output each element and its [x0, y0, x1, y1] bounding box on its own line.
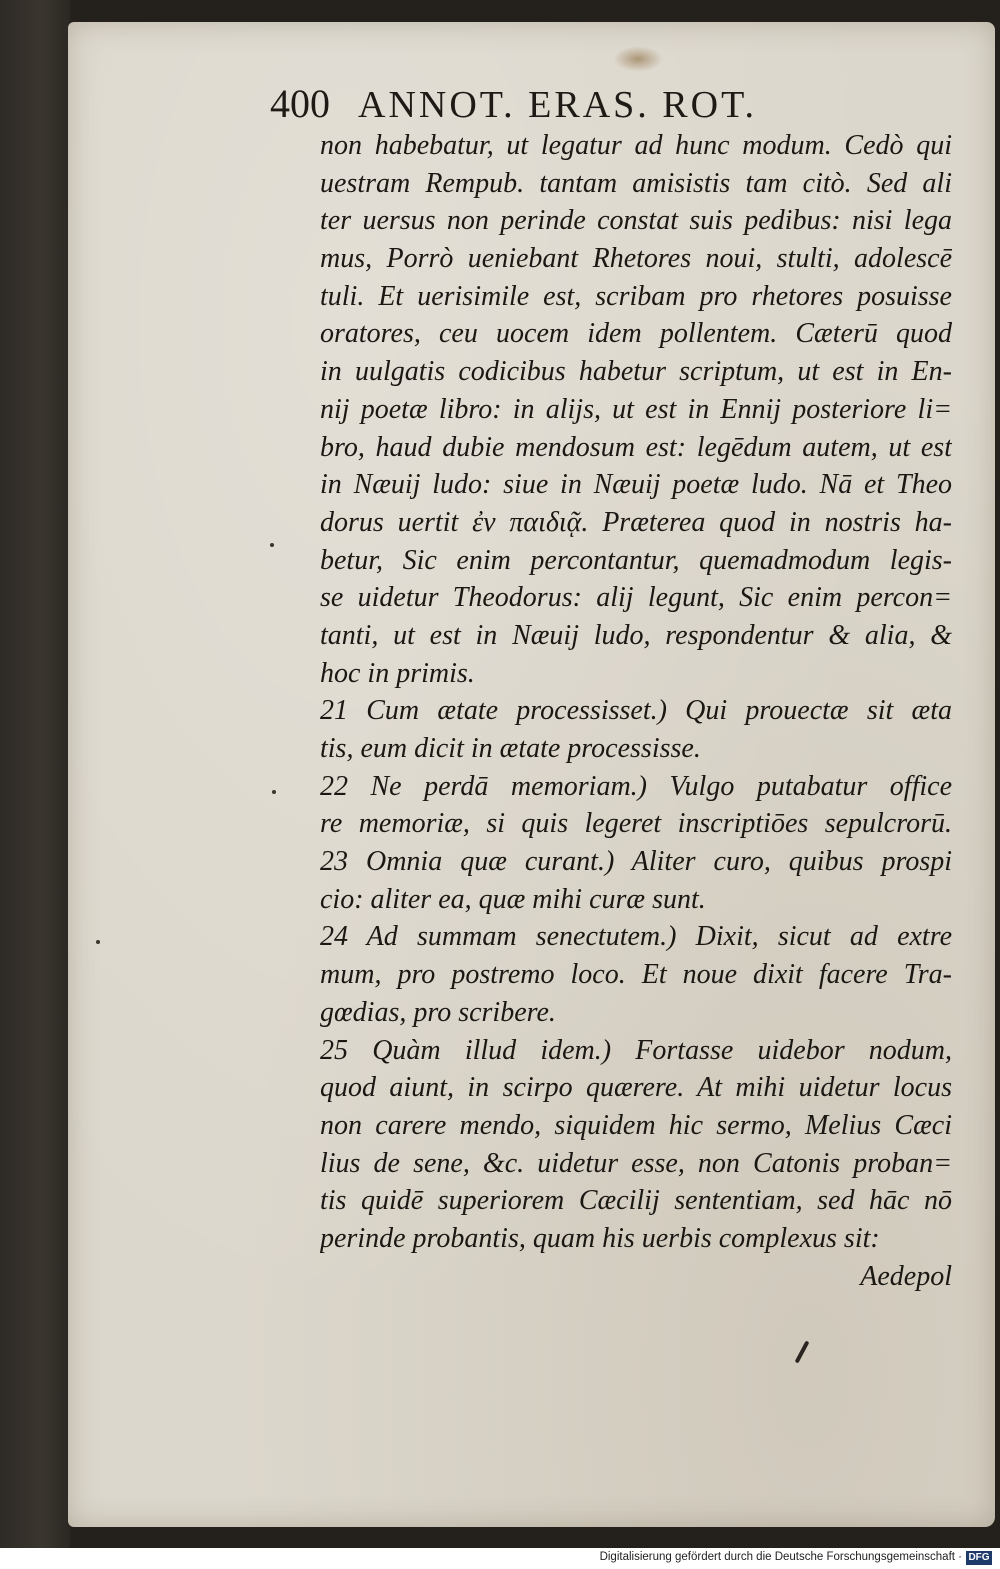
text-line: non carere mendo, siquidem hic sermo, Melius Cæci [320, 1109, 952, 1141]
text-line: uestram Rempub. tantam amisistis tam citò. Sed ali [320, 167, 952, 199]
text-line: 21 Cum ætate processisset.) Qui prouectæ sit æta [320, 695, 952, 727]
text-line: tis, eum dicit in ætate processisse. [320, 733, 701, 764]
paper-stain [613, 46, 663, 72]
footer-bar [0, 1548, 1000, 1569]
page-number: 400 [270, 81, 330, 126]
text-line: hoc in primis. [320, 657, 475, 689]
text-line: 25 Quàm illud idem.) Fortasse uidebor nodum, [320, 1034, 952, 1066]
page-header [270, 80, 757, 127]
text-line: tuli. Et uerisimile est, scribam pro rhetores posuisse [320, 280, 952, 312]
text-line: quod aiunt, in scirpo quærere. At mihi uidetur locus [320, 1072, 952, 1104]
text-line: se uidetur Theodorus: alij legunt, Sic enim percon= [320, 582, 952, 614]
text-line: 24 Ad summam senectutem.) Dixit, sicut ad extre [320, 921, 952, 953]
ink-speck [96, 940, 100, 944]
text-line: tanti, ut est in Næuij ludo, respondentur & alia, & [320, 619, 952, 651]
binding-edge [0, 0, 70, 1548]
running-head: ANNOT. ERAS. ROT. [358, 84, 757, 126]
text-line: lius de sene, &c. uidetur esse, non Catonis proban= [320, 1147, 952, 1179]
text-line: cio: aliter ea, quæ mihi curæ sunt. [320, 883, 706, 915]
text-line: mus, Porrò ueniebant Rhetores noui, stulti, adolescē [320, 243, 952, 275]
text-line: ter uersus non perinde constat suis pedibus: nisi lega [320, 205, 952, 237]
dfg-logo: DFG [966, 1551, 992, 1565]
text-line: perinde probantis, quam his uerbis complexus sit: [320, 1222, 880, 1254]
text-line: 22 Ne perdā memoriam.) Vulgo putabatur office [320, 770, 952, 802]
text-line: tis quidē superiorem Cæcilij sententiam, sed hāc nō [320, 1185, 952, 1217]
text-line: in uulgatis codicibus habetur scriptum, ut est in En- [320, 356, 952, 388]
text-line: gœdias, pro scribere. [320, 996, 556, 1028]
text-line: mum, pro postremo loco. Et noue dixit facere Tra- [320, 959, 952, 991]
ink-speck [272, 790, 276, 794]
text-line: in Næuij ludo: siue in Næuij poetæ ludo. Nā et Theo [320, 469, 952, 501]
catchword: Aedepol [860, 1260, 952, 1292]
text-line: oratores, ceu uocem idem pollentem. Cæterū quod [320, 318, 952, 350]
text-line: non habebatur, ut legatur ad hunc modum. Cedò qui [320, 130, 952, 161]
text-line: nij poetæ libro: in alijs, ut est in Ennij posteriore li= [320, 393, 952, 425]
text-line: 23 Omnia quæ curant.) Aliter curo, quibus prospi [320, 846, 952, 878]
text-line: betur, Sic enim percontantur, quemadmodum legis- [320, 544, 952, 576]
text-line: bro, haud dubie mendosum est: legēdum autem, ut est [320, 431, 952, 463]
text-block [320, 127, 952, 1295]
text-line: dorus uertit ἐν παιδιᾷ. Præterea quod in nostris ha- [320, 506, 952, 538]
text-line: re memoriæ, si quis legeret inscriptiōes sepulcrorū. [320, 808, 952, 840]
funding-credit: Digitalisierung gefördert durch die Deutsche Forschungsgemeinschaft · [599, 1551, 962, 1563]
ink-speck [270, 543, 274, 547]
